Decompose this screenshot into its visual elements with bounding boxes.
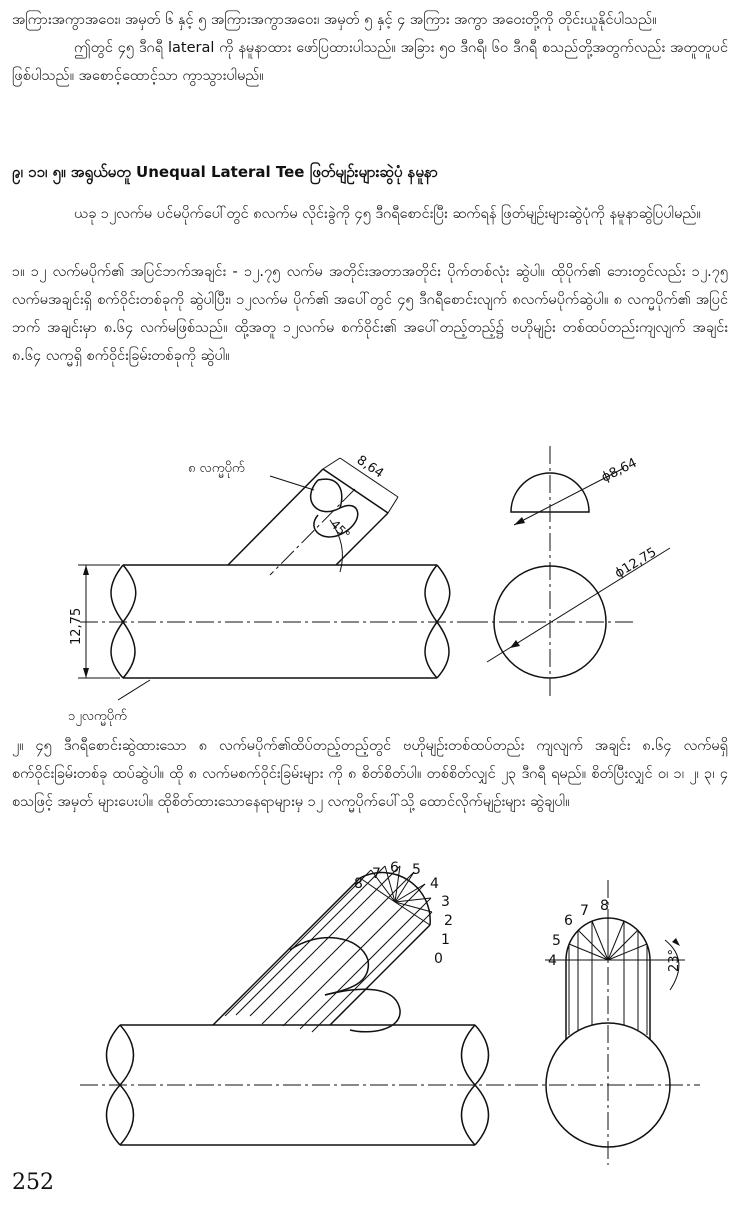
circle-diameter-dimension: ϕ12,75 bbox=[612, 544, 660, 582]
angle-dimension-45: 45° bbox=[327, 517, 353, 543]
angle-23-label: 23° bbox=[667, 948, 682, 972]
main-pipe-label: ၁၂လက္မပိုက် bbox=[68, 709, 127, 724]
left-num-6: 6 bbox=[390, 860, 399, 876]
section-text bbox=[12, 200, 728, 228]
left-num-3: 3 bbox=[441, 894, 450, 910]
right-num-5: 5 bbox=[552, 933, 561, 949]
semicircle-diameter-dimension: ϕ8,64 bbox=[599, 455, 640, 486]
page-number: 252 bbox=[12, 1170, 54, 1195]
intro-paragraph-2: ဤတွင် ၄၅ ဒီဂရီ lateral ကို နမူနာထား ဖော်ပြထားပါသည်။ အခြား ၅၀ ဒီဂရီ၊ ၆၀ ဒီဂရီ စသည်တို့အတွက်လည်း အတူတူပင်ဖြစ်ပါသည်။ အစောင့်ထောင့်သာ ကွာသွားပါမည်။ bbox=[12, 40, 728, 84]
step-1-paragraph: ၁။ ၁၂ လက်မပိုက်၏ အပြင်ဘက်အချင်း - ၁၂.၇၅ လက်မ အတိုင်းအတာအတိုင်း ပိုက်တစ်လုံး ဆွဲပါ။ ထိုပိုက်၏ ဘေးတွင်လည်း ၁၂.၇၅ လက်မအချင်းရှိ စက်ဝိုင်းတစ်ခုကို ဆွဲပါပြီး၊ ၁၂လက်မ ပိုက်၏ အပေါ်တွင် ၄၅ ဒီဂရီစောင်းလျက် ၈လက်မပိုက်ဆွဲပါ။ ၈ လက္မပိုက်၏ အပြင်ဘက် အချင်းမှာ ၈.၆၄ လက်မဖြစ်သည်။ ထို့အတူ ၁၂လက်မ စက်ဝိုင်း၏ အပေါ်တည့်တည့်၌ ဗဟိုမျဉ်း တစ်ထပ်တည်းကျလျက် အချင်း ၈.၆၄ လက္မရှိ စက်ဝိုင်းခြမ်းတစ်ခုကို ဆွဲပါ။ bbox=[12, 264, 728, 364]
left-num-8: 8 bbox=[354, 876, 363, 892]
right-num-6: 6 bbox=[564, 913, 573, 929]
main-diameter-dimension: 12,75 bbox=[69, 607, 84, 645]
intro-paragraph-1: အကြားအကွာအဝေး၊ အမှတ် ၆ နှင့် ၅ အကြားအကွာအဝေး၊ အမှတ် ၅ နှင့် ၄ အကြား အကွာ အဝေးတို့ကို တိုင်းယူနိုင်ပါသည်။ bbox=[12, 12, 657, 28]
right-num-8: 8 bbox=[600, 898, 609, 914]
left-num-7: 7 bbox=[372, 866, 381, 882]
left-num-4: 4 bbox=[430, 876, 439, 892]
right-num-4: 4 bbox=[548, 953, 557, 969]
step-2-paragraph: ၂။ ၄၅ ဒီဂရီစောင်းဆွဲထားသော ၈ လက်မပိုက်၏ထိပ်တည့်တည့်တွင် ဗဟိုမျဉ်းတစ်ထပ်တည်း ကျလျက် အချင်း ၈.၆၄ လက်မရှိ စက်ဝိုင်းခြမ်းတစ်ခု ထပ်ဆွဲပါ။ ထို ၈ လက်မစက်ဝိုင်းခြမ်းများ ကို ၈ စိတ်စိတ်ပါ။ တစ်စိတ်လျှင် ၂၃ ဒီဂရီ ရမည်။ စိတ်ပြီးလျှင် ၀၊ ၁၊ ၂၊ ၃၊ ၄ စသဖြင့် အမှတ် များပေးပါ။ ထိုစိတ်ထားသောနေရာများမှ ၁၂ လက္မပိုက်ပေါ်သို့ ထောင်လိုက်မျဉ်းများ ဆွဲချပါ။ bbox=[12, 738, 728, 810]
figure-2-development-drawing bbox=[0, 850, 739, 1170]
right-num-7: 7 bbox=[580, 903, 589, 919]
left-num-1: 1 bbox=[441, 932, 450, 948]
section-paragraph: ယခု ၁၂လက်မ ပင်မပိုက်ပေါ်တွင် ၈လက်မ လိုင်းခွဲကို ၄၅ ဒီဂရီစောင်းပြီး ဆက်ရန် ဖြတ်မျဉ်းများဆွဲပုံကို နမူနာဆွဲပြပါမည်။ bbox=[74, 206, 701, 222]
section-heading: ၉၊ ၁၁၊ ၅။ အရွယ်မတူ Unequal Lateral Tee ဖြတ်မျဉ်းများဆွဲပုံ နမူနာ bbox=[12, 163, 438, 181]
intro-text bbox=[12, 6, 728, 90]
left-num-2: 2 bbox=[444, 913, 453, 929]
step-1-text bbox=[12, 258, 728, 370]
left-num-5: 5 bbox=[412, 862, 421, 878]
branch-diameter-dimension: 8,64 bbox=[353, 452, 387, 482]
step-2-text bbox=[12, 732, 728, 816]
branch-pipe-label: ၈ လက္မပိုက် bbox=[188, 461, 245, 476]
left-num-0: 0 bbox=[434, 951, 443, 967]
figure-1-lateral-tee-drawing bbox=[0, 440, 739, 730]
projection-lines bbox=[225, 866, 432, 1032]
